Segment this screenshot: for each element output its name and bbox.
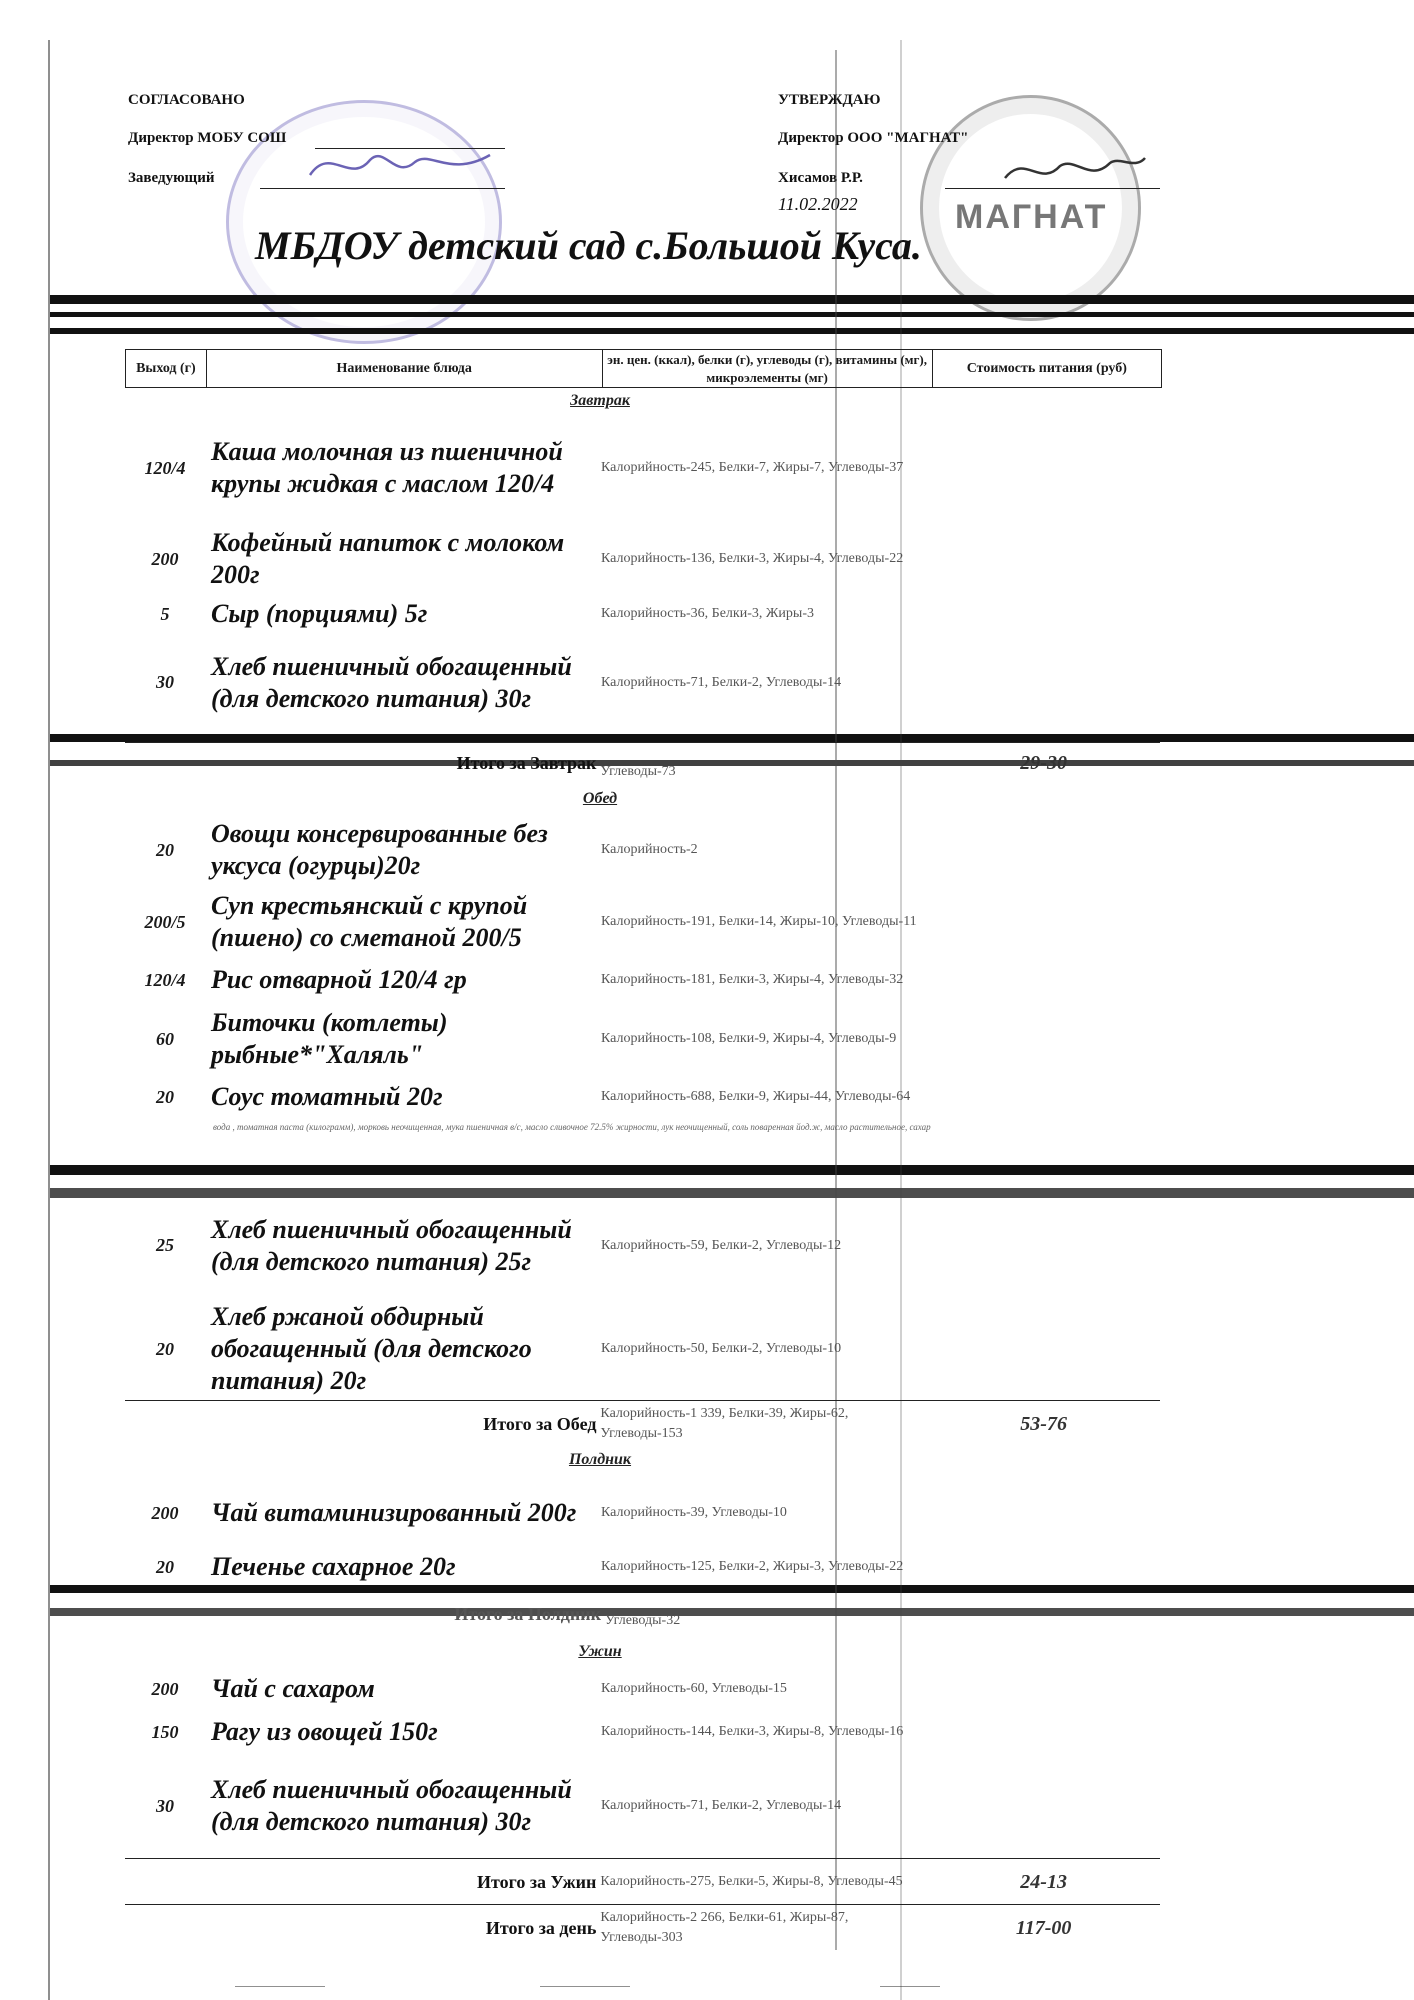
row-nutrition: Калорийность-144, Белки-3, Жиры-8, Углеводы-16	[601, 1724, 904, 1739]
total-label: Итого за Завтрак	[456, 752, 597, 773]
table-row	[125, 1300, 1160, 1398]
row-nutrition: Калорийность-2	[601, 842, 698, 857]
col-nutrition-header: эн. цен. (ккал), белки (г), углеводы (г), витамины (мг), микроэлементы (мг)	[603, 350, 933, 387]
row-output: 200	[151, 1678, 179, 1699]
row-output: 30	[156, 1795, 174, 1816]
table-row	[125, 888, 1160, 956]
row-output: 200/5	[144, 911, 186, 932]
row-nutrition: Калорийность-71, Белки-2, Углеводы-14	[601, 674, 842, 690]
row-nutrition: Калорийность-245, Белки-7, Жиры-7, Углеводы-37	[601, 460, 904, 475]
row-dish-name: Овощи консервированные без уксуса (огурцы)20г	[211, 819, 548, 880]
col-output-header: Выход (г)	[126, 350, 207, 387]
total-cost: 29-30	[1020, 751, 1067, 774]
row-output: 5	[160, 603, 170, 624]
bottom-line	[235, 1986, 325, 1987]
total-cost: 53-76	[1020, 1412, 1067, 1435]
scan-artifact	[50, 328, 1414, 334]
total-nutrition: Углеводы-73	[600, 764, 676, 779]
row-dish-name: Рагу из овощей 150г	[211, 1717, 438, 1746]
row-dish-name: Хлеб пшеничный обогащенный (для детского питания) 30г	[211, 1775, 572, 1836]
company-stamp-text: МАГНАТ	[955, 198, 1108, 236]
table-row	[125, 635, 1160, 730]
scan-artifact	[50, 1165, 1414, 1175]
total-cost: 24-13	[1020, 1870, 1067, 1893]
row-nutrition: Калорийность-688, Белки-9, Жиры-44, Углеводы-64	[601, 1089, 911, 1104]
row-output: 60	[156, 1028, 174, 1049]
col-cost-header: Стоимость питания (руб)	[966, 360, 1127, 376]
row-nutrition: Калорийность-71, Белки-2, Углеводы-14	[601, 1798, 842, 1813]
approval-left-position: Директор МОБУ СОШ	[128, 130, 287, 146]
row-nutrition: Калорийность-191, Белки-14, Жиры-10, Углеводы-11	[601, 914, 917, 929]
table-row	[125, 1005, 1160, 1073]
row-nutrition: Калорийность-136, Белки-3, Жиры-4, Углеводы-22	[601, 551, 904, 566]
row-dish-name: Суп крестьянский с крупой (пшено) со сметаной 200/5	[211, 891, 528, 952]
total-label: Итого за Обед	[483, 1413, 597, 1434]
scan-artifact	[48, 40, 50, 2000]
row-output: 30	[156, 672, 174, 692]
row-nutrition: Калорийность-59, Белки-2, Углеводы-12	[601, 1237, 842, 1253]
row-dish-name: Биточки (котлеты) рыбные*"Халяль"	[211, 1008, 448, 1069]
signature-left	[300, 140, 500, 190]
total-label: Итого за день	[485, 1917, 597, 1938]
row-dish-name: Сыр (порциями) 5г	[211, 599, 428, 628]
approval-date: 11.02.2022	[778, 194, 858, 214]
table-row	[125, 1550, 1160, 1584]
total-label: Итого за Ужин	[476, 1871, 597, 1892]
row-nutrition: Калорийность-108, Белки-9, Жиры-4, Углеводы-9	[601, 1031, 897, 1046]
table-row	[125, 1478, 1160, 1548]
scan-artifact	[50, 1585, 1414, 1593]
total-label: Итого за Полдник	[454, 1603, 601, 1624]
total-nutrition: Калорийность-2 266, Белки-61, Жиры-87, Углеводы-303	[600, 1910, 849, 1945]
total-row-snack	[125, 1596, 1160, 1632]
row-output: 200	[151, 548, 179, 569]
sauce-ingredients-note: вода , томатная паста (килограмм), морковь неочищенная, мука пшеничная в/с, масло сливочное 72.5% жирности, лук неочищенный, соль поваренная йод.ж, масло растительное, сахар	[213, 1122, 931, 1132]
row-output: 20	[156, 1338, 174, 1359]
section-title-lunch: Обед	[582, 790, 618, 807]
page-title: МБДОУ детский сад с.Большой Куса.	[255, 223, 922, 268]
approval-left-label: СОГЛАСОВАНО	[128, 92, 245, 108]
table-row	[125, 523, 1160, 595]
row-dish-name: Каша молочная из пшеничной крупы жидкая с маслом 120/4	[211, 437, 563, 498]
table-row	[125, 1198, 1160, 1293]
row-dish-name: Хлеб ржаной обдирный обогащенный (для детского питания) 20г	[211, 1302, 532, 1395]
table-header	[125, 349, 1162, 388]
row-dish-name: Чай витаминизированный 200г	[211, 1498, 577, 1527]
row-nutrition: Калорийность-181, Белки-3, Жиры-4, Углеводы-32	[601, 972, 904, 987]
row-dish-name: Чай с сахаром	[211, 1674, 375, 1703]
total-row-lunch	[125, 1400, 1160, 1447]
table-row	[125, 598, 1160, 630]
row-dish-name: Кофейный напиток с молоком 200г	[211, 528, 565, 589]
scan-artifact	[50, 295, 1414, 304]
row-nutrition: Калорийность-60, Углеводы-15	[601, 1681, 787, 1696]
row-output: 20	[156, 1086, 174, 1107]
approval-right-name: Хисамов Р.Р.	[778, 170, 863, 186]
bottom-line	[540, 1986, 630, 1987]
table-row	[125, 815, 1160, 885]
total-cost: 117-00	[1015, 1916, 1072, 1939]
scan-artifact	[50, 312, 1414, 317]
table-row	[125, 960, 1160, 1000]
row-output: 200	[151, 1502, 179, 1523]
total-row-day	[125, 1904, 1160, 1951]
table-row	[125, 1076, 1160, 1118]
row-output: 150	[151, 1721, 179, 1742]
bottom-line	[880, 1986, 940, 1987]
total-row-breakfast	[125, 742, 1160, 783]
total-nutrition: Калорийность-275, Белки-5, Жиры-8, Углеводы-45	[600, 1874, 903, 1889]
row-dish-name: Соус томатный 20г	[211, 1082, 443, 1111]
scan-artifact	[50, 734, 1414, 742]
table-row	[125, 1712, 1160, 1752]
approval-right-label: УТВЕРЖДАЮ	[778, 92, 881, 108]
row-nutrition: Калорийность-39, Углеводы-10	[601, 1505, 787, 1520]
row-nutrition: Калорийность-125, Белки-2, Жиры-3, Углеводы-22	[601, 1559, 904, 1574]
approval-left-sub: Заведующий	[128, 170, 215, 186]
row-output: 120/4	[144, 457, 186, 478]
table-row	[125, 418, 1160, 518]
section-title-dinner: Ужин	[578, 1643, 622, 1660]
row-dish-name: Хлеб пшеничный обогащенный (для детского питания) 30г	[211, 651, 572, 713]
section-title-snack: Полдник	[568, 1451, 632, 1468]
row-output: 20	[156, 839, 174, 860]
total-nutrition: Углеводы-32	[605, 1613, 681, 1628]
fold-crease	[835, 50, 837, 1950]
row-dish-name: Печенье сахарное 20г	[211, 1552, 456, 1581]
table-row	[125, 1757, 1160, 1855]
row-nutrition: Калорийность-36, Белки-3, Жиры-3	[601, 606, 814, 621]
signature-right	[1000, 148, 1150, 193]
row-nutrition: Калорийность-50, Белки-2, Углеводы-10	[601, 1341, 842, 1356]
row-output: 120/4	[144, 969, 186, 990]
scan-artifact	[50, 1188, 1414, 1198]
total-row-dinner	[125, 1858, 1160, 1905]
col-name-header: Наименование блюда	[207, 350, 603, 387]
row-output: 20	[156, 1556, 174, 1577]
row-output: 25	[156, 1235, 174, 1255]
row-dish-name: Хлеб пшеничный обогащенный (для детского питания) 25г	[211, 1214, 572, 1276]
section-title-breakfast: Завтрак	[570, 392, 630, 409]
total-nutrition: Калорийность-1 339, Белки-39, Жиры-62, Углеводы-153	[600, 1406, 849, 1441]
row-dish-name: Рис отварной 120/4 гр	[211, 965, 467, 994]
approval-right-position: Директор ООО "МАГНАТ"	[778, 130, 969, 146]
table-row	[125, 1670, 1160, 1708]
